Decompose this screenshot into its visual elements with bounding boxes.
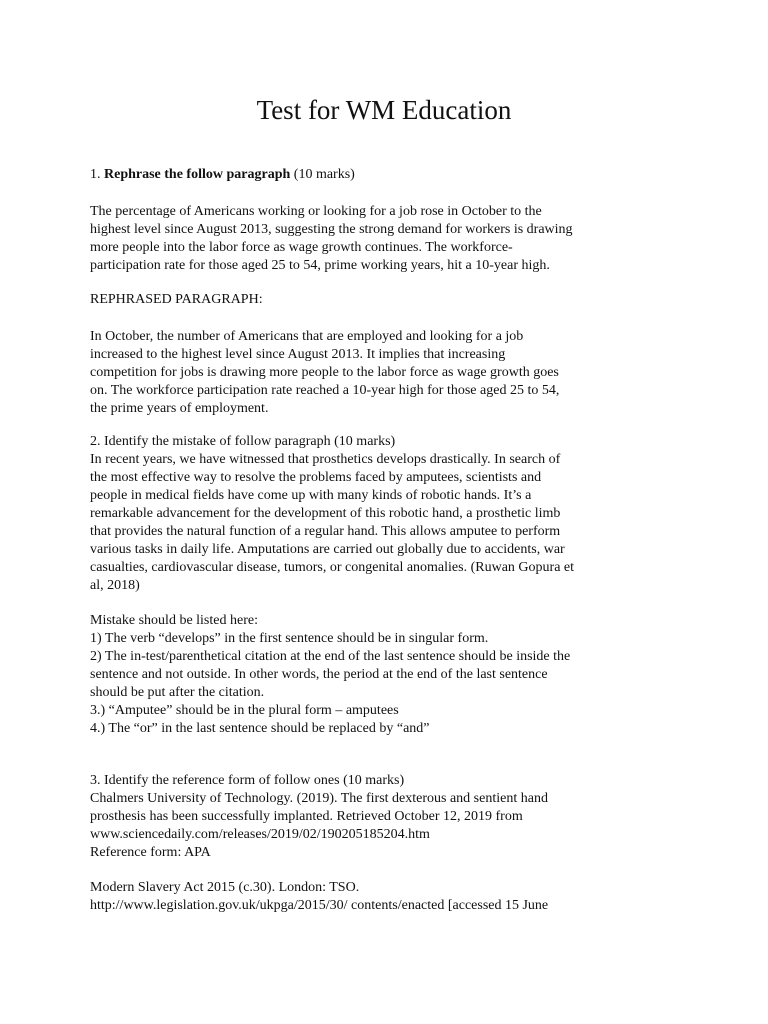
q2-section	[90, 433, 618, 595]
mistake-item: 1) The verb “develops” in the first sentence should be in singular form.	[90, 631, 489, 646]
paragraph-line: on. The workforce participation rate reached a 10-year high for those aged 25 to 54,	[90, 383, 560, 398]
paragraph-line: remarkable advancement for the development of this robotic hand, a prosthetic limb	[90, 506, 561, 521]
reference-url: www.sciencedaily.com/releases/2019/02/190205185204.htm	[90, 827, 430, 842]
q1-heading-text: Rephrase the follow paragraph	[104, 167, 291, 182]
q3-section	[90, 772, 618, 862]
paragraph-line: casualties, cardiovascular disease, tumors, or congenital anomalies. (Ruwan Gopura et	[90, 560, 575, 575]
mistake-item: sentence and not outside. In other words, the period at the end of the last sentence	[90, 667, 548, 682]
reference-url: http://www.legislation.gov.uk/ukpga/2015/30/ contents/enacted [accessed 15 June	[90, 898, 549, 913]
paragraph-line: various tasks in daily life. Amputations are carried out globally due to accidents, war	[90, 542, 565, 557]
mistake-item: 2) The in-test/parenthetical citation at the end of the last sentence should be inside the	[90, 649, 571, 664]
paragraph-line: that provides the natural function of a regular hand. This allows amputee to perform	[90, 524, 561, 539]
paragraph-line: the most effective way to resolve the problems faced by amputees, scientists and	[90, 470, 542, 485]
reference-form: Reference form: APA	[90, 845, 211, 860]
mistakes-label: Mistake should be listed here:	[90, 613, 258, 628]
q3-second-reference	[90, 879, 618, 915]
paragraph-line: al, 2018)	[90, 578, 140, 593]
paragraph-line: The percentage of Americans working or looking for a job rose in October to the	[90, 204, 542, 219]
rephrased-paragraph	[90, 328, 618, 418]
page-title: Test for WM Education	[256, 95, 512, 125]
paragraph-line: highest level since August 2013, suggesting the strong demand for workers is drawing	[90, 222, 573, 237]
paragraph-line: the prime years of employment.	[90, 401, 269, 416]
mistake-item: 4.) The “or” in the last sentence should be replaced by “and”	[90, 721, 430, 736]
paragraph-line: In October, the number of Americans that are employed and looking for a job	[90, 329, 524, 344]
q2-heading: 2. Identify the mistake of follow paragraph (10 marks)	[90, 434, 396, 449]
paragraph-line: In recent years, we have witnessed that prosthetics develops drastically. In search of	[90, 452, 561, 467]
q1-number: 1.	[90, 167, 101, 182]
q1-paragraph	[90, 203, 618, 275]
mistake-item: should be put after the citation.	[90, 685, 265, 700]
q1-heading	[90, 166, 618, 184]
paragraph-line: more people into the labor force as wage growth continues. The workforce-	[90, 240, 513, 255]
paragraph-line: participation rate for those aged 25 to 54, prime working years, hit a 10-year high.	[90, 258, 550, 273]
q3-heading: 3. Identify the reference form of follow ones (10 marks)	[90, 773, 405, 788]
reference-line: prosthesis has been successfully implanted. Retrieved October 12, 2019 from	[90, 809, 523, 824]
q2-mistakes	[90, 612, 618, 738]
paragraph-line: increased to the highest level since August 2013. It implies that increasing	[90, 347, 506, 362]
paragraph-line: people in medical fields have come up with many kinds of robotic hands. It’s a	[90, 488, 532, 503]
q1-marks: (10 marks)	[293, 167, 355, 182]
rephrased-label: REPHRASED PARAGRAPH:	[90, 292, 263, 307]
reference-line: Chalmers University of Technology. (2019). The first dexterous and sentient hand	[90, 791, 548, 806]
reference-line: Modern Slavery Act 2015 (c.30). London: TSO.	[90, 880, 360, 895]
mistake-item: 3.) “Amputee” should be in the plural form – amputees	[90, 703, 399, 718]
paragraph-line: competition for jobs is drawing more people to the labor force as wage growth goes	[90, 365, 559, 380]
